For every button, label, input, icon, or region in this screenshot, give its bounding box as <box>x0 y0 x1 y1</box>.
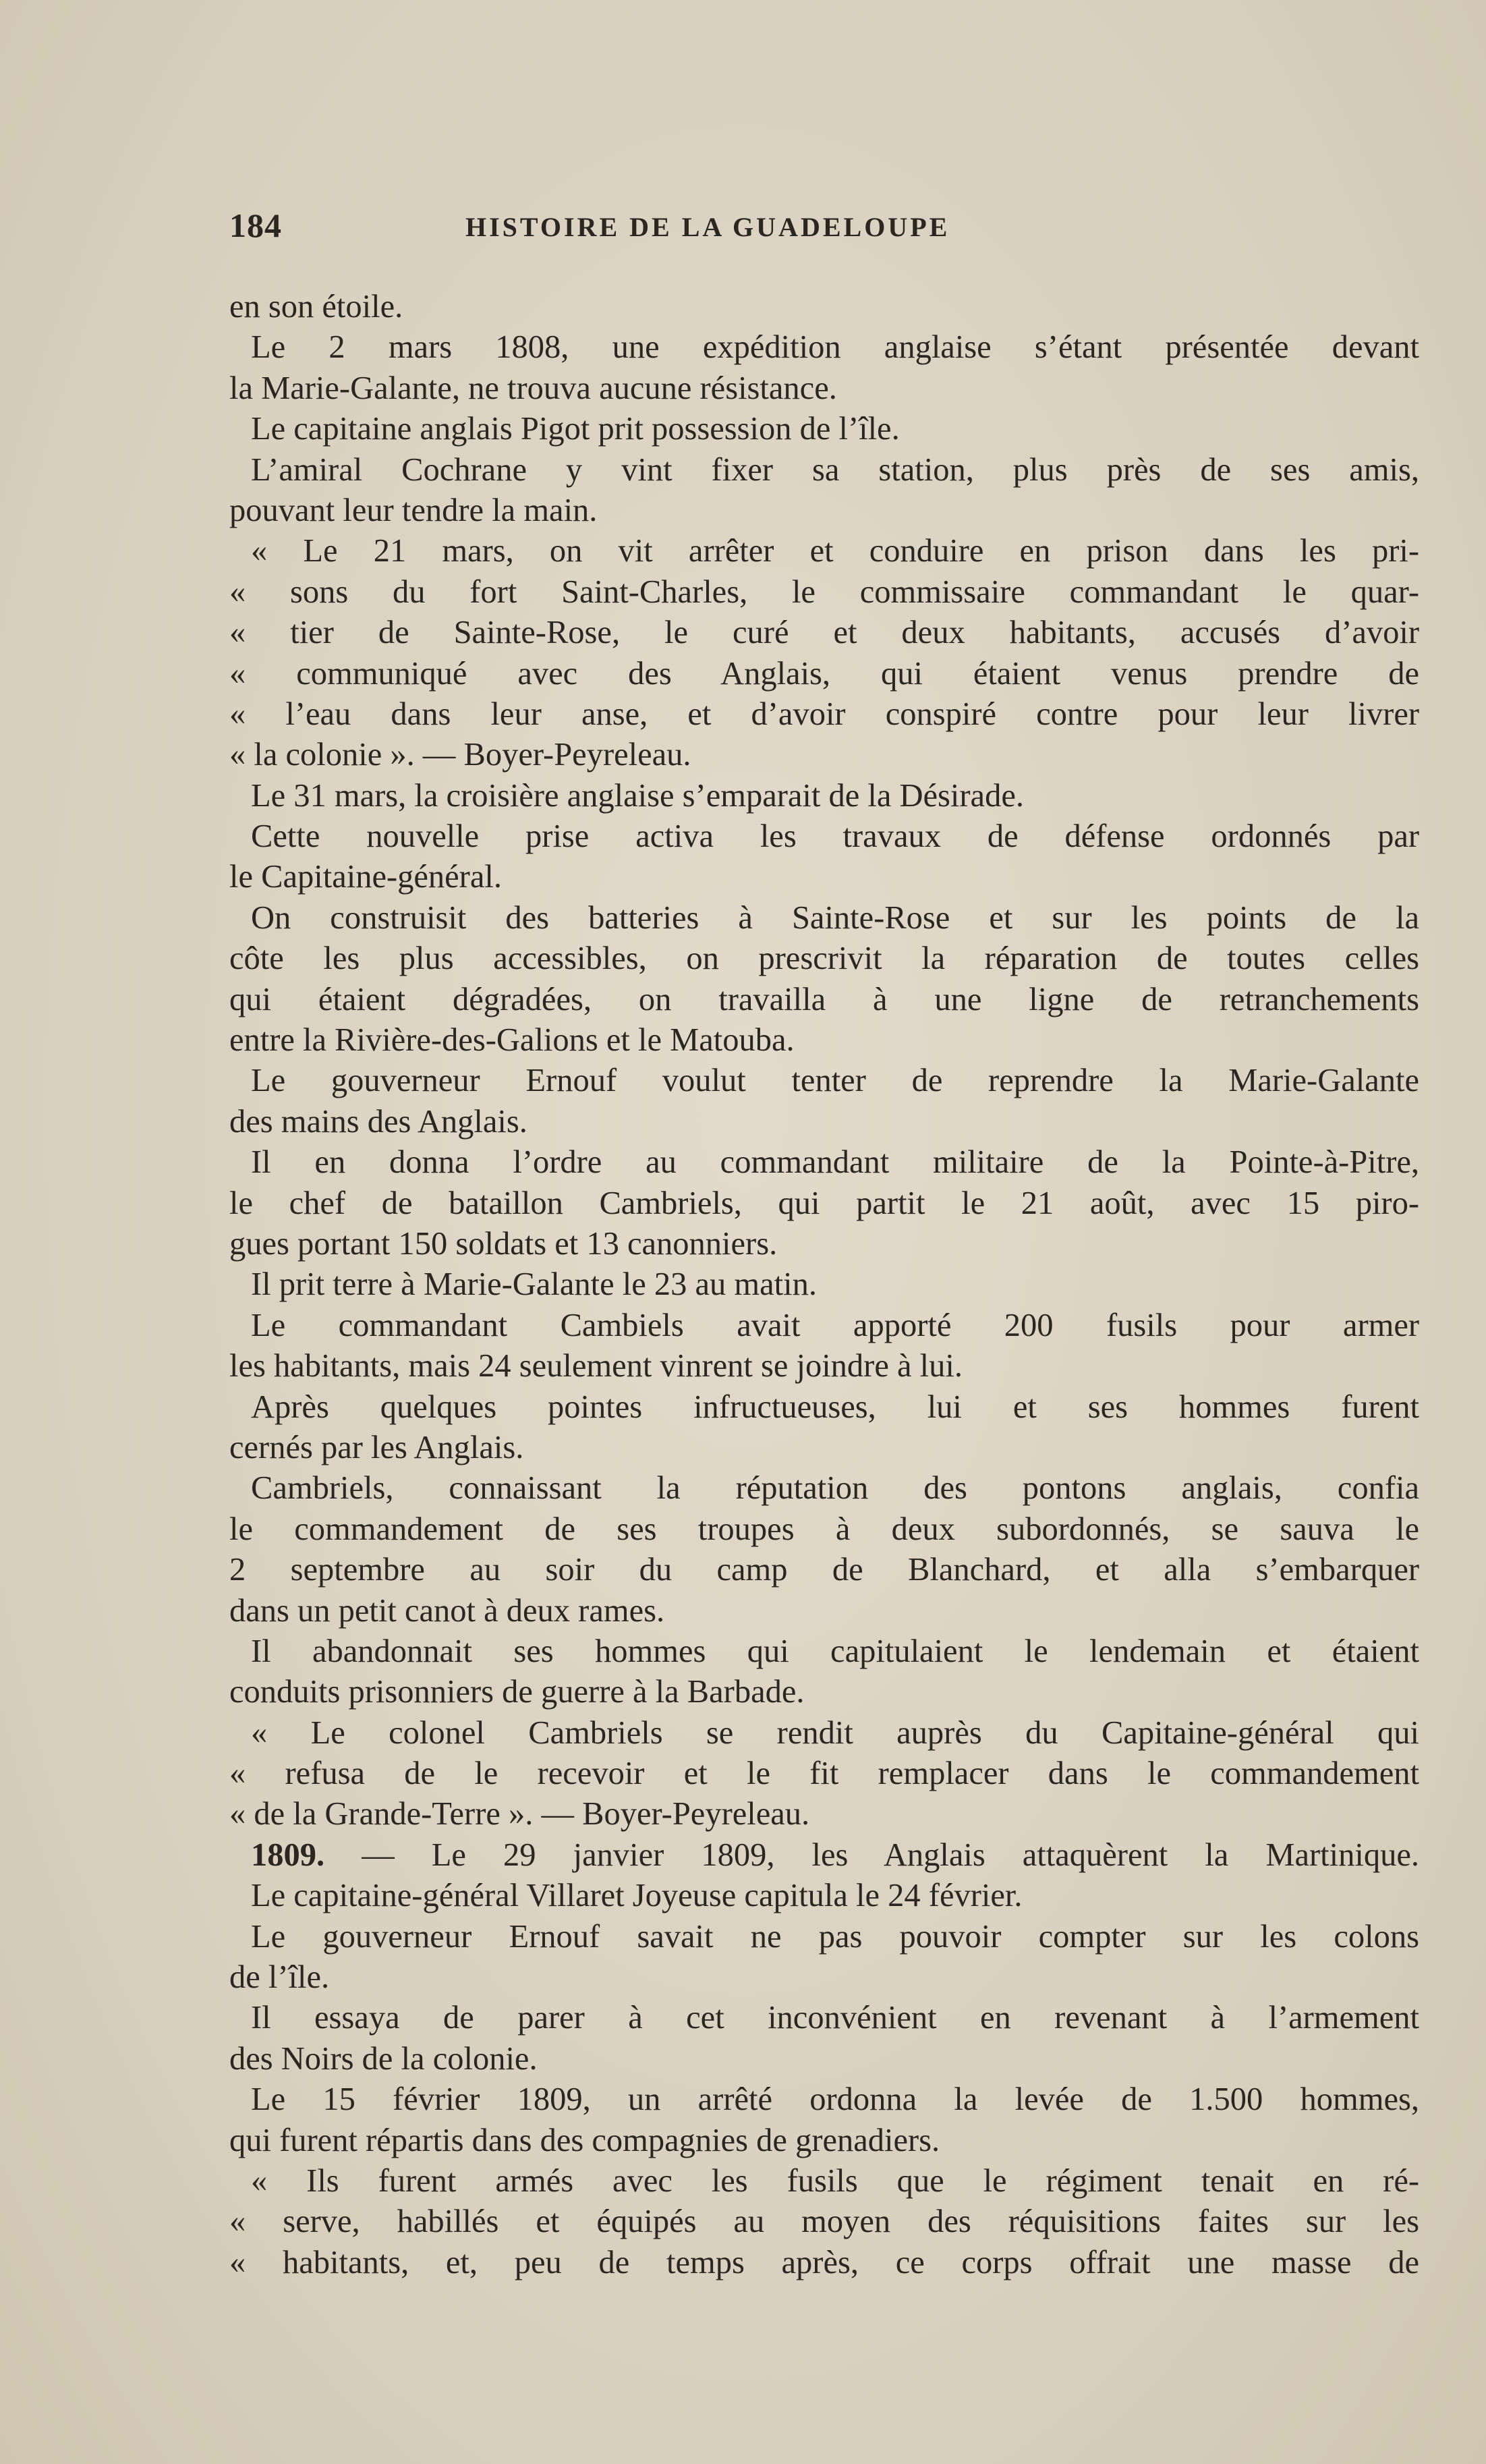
text-line: Le capitaine-général Villaret Joyeuse capitula le 24 février. <box>251 1878 1023 1914</box>
text-line: « Le colonel Cambriels se rendit auprès du Capitaine-général qui <box>251 1714 1419 1751</box>
text-line: conduits prisonniers de guerre à la Barbade. <box>229 1674 805 1710</box>
text-line: entre la Rivière-des-Galions et le Matouba. <box>229 1022 795 1059</box>
text-line: qui étaient dégradées, on travailla à une ligne de retranchements <box>229 981 1419 1017</box>
text-line: Le 15 février 1809, un arrêté ordonna la levée de 1.500 hommes, <box>251 2081 1419 2118</box>
text-line: L’amiral Cochrane y vint fixer sa station, plus près de ses amis, <box>251 451 1419 488</box>
text-line: « sons du fort Saint-Charles, le commissaire commandant le quar- <box>229 573 1419 610</box>
text-line: « serve, habillés et équipés au moyen des réquisitions faites sur les <box>229 2204 1419 2240</box>
body-text <box>229 287 1419 2283</box>
text-line: pouvant leur tendre la main. <box>229 492 598 528</box>
text-line: gues portant 150 soldats et 13 canonniers. <box>229 1225 778 1262</box>
text-line: la Marie-Galante, ne trouva aucune résistance. <box>229 370 837 406</box>
text-line: « la colonie ». — Boyer-Peyreleau. <box>229 737 691 773</box>
text-line: Après quelques pointes infructueuses, lui et ses hommes furent <box>251 1389 1419 1425</box>
text-line: Cette nouvelle prise activa les travaux de défense ordonnés par <box>251 818 1419 855</box>
text-line: « de la Grande-Terre ». — Boyer-Peyreleau. <box>229 1796 810 1832</box>
text-line <box>229 1835 1419 1876</box>
text-line: Le capitaine anglais Pigot prit possession de l’île. <box>251 411 900 447</box>
text-line: Il prit terre à Marie-Galante le 23 au matin. <box>251 1266 817 1303</box>
text-line: de l’île. <box>229 1959 330 1996</box>
text-line: « l’eau dans leur anse, et d’avoir conspiré contre pour leur livrer <box>229 696 1419 732</box>
text-line: « tier de Sainte-Rose, le curé et deux habitants, accusés d’avoir <box>229 615 1419 651</box>
text-line: Il essaya de parer à cet inconvénient en revenant à l’armement <box>251 2000 1419 2036</box>
text-line: le commandement de ses troupes à deux subordonnés, se sauva le <box>229 1511 1419 1547</box>
text-line: Le 2 mars 1808, une expédition anglaise s’étant présentée devant <box>251 329 1419 366</box>
text-line: des Noirs de la colonie. <box>229 2040 538 2077</box>
text-line: Il en donna l’ordre au commandant militaire de la Pointe-à-Pitre, <box>251 1144 1419 1181</box>
text-line: dans un petit canot à deux rames. <box>229 1592 665 1629</box>
text-line: en son étoile. <box>229 289 403 325</box>
text-line: côte les plus accessibles, on prescrivit la réparation de toutes celles <box>229 941 1419 977</box>
text-line: « communiqué avec des Anglais, qui étaient venus prendre de <box>229 655 1419 692</box>
text-line: le chef de bataillon Cambriels, qui partit le 21 août, avec 15 piro- <box>229 1185 1419 1221</box>
text-line: On construisit des batteries à Sainte-Rose et sur les points de la <box>251 899 1419 936</box>
text-line: les habitants, mais 24 seulement vinrent se joindre à lui. <box>229 1348 963 1384</box>
page-header <box>229 206 1417 253</box>
text-line: Il abandonnait ses hommes qui capitulaient le lendemain et étaient <box>251 1633 1419 1669</box>
text-line: Le gouverneur Ernouf voulut tenter de reprendre la Marie-Galante <box>251 1063 1419 1099</box>
page-number: 184 <box>229 206 282 244</box>
text-line: Le 31 mars, la croisière anglaise s’emparait de la Désirade. <box>251 777 1024 814</box>
text-line-content: — Le 29 janvier 1809, les Anglais attaquèrent la Martinique. <box>324 1837 1419 1873</box>
text-line: « habitants, et, peu de temps après, ce corps offrait une masse de <box>229 2244 1419 2280</box>
text-line: Le commandant Cambiels avait apporté 200 fusils pour armer <box>251 1307 1419 1343</box>
text-line: Le gouverneur Ernouf savait ne pas pouvoir compter sur les colons <box>251 1918 1419 1955</box>
text-line: qui furent répartis dans des compagnies de grenadiers. <box>229 2122 940 2158</box>
year-heading: 1809. <box>251 1837 325 1873</box>
text-line: des mains des Anglais. <box>229 1103 527 1140</box>
text-line: « Le 21 mars, on vit arrêter et conduire en prison dans les pri- <box>251 533 1419 569</box>
text-line: cernés par les Anglais. <box>229 1429 524 1465</box>
running-title: HISTOIRE DE LA GUADELOUPE <box>465 212 950 242</box>
text-line: Cambriels, connaissant la réputation des pontons anglais, confia <box>251 1470 1419 1507</box>
text-line: le Capitaine-général. <box>229 859 502 895</box>
text-line: 2 septembre au soir du camp de Blanchard, et alla s’embarquer <box>229 1552 1419 1588</box>
text-line: « Ils furent armés avec les fusils que le régiment tenait en ré- <box>251 2162 1419 2199</box>
text-line: « refusa de le recevoir et le fit remplacer dans le commandement <box>229 1756 1419 1792</box>
